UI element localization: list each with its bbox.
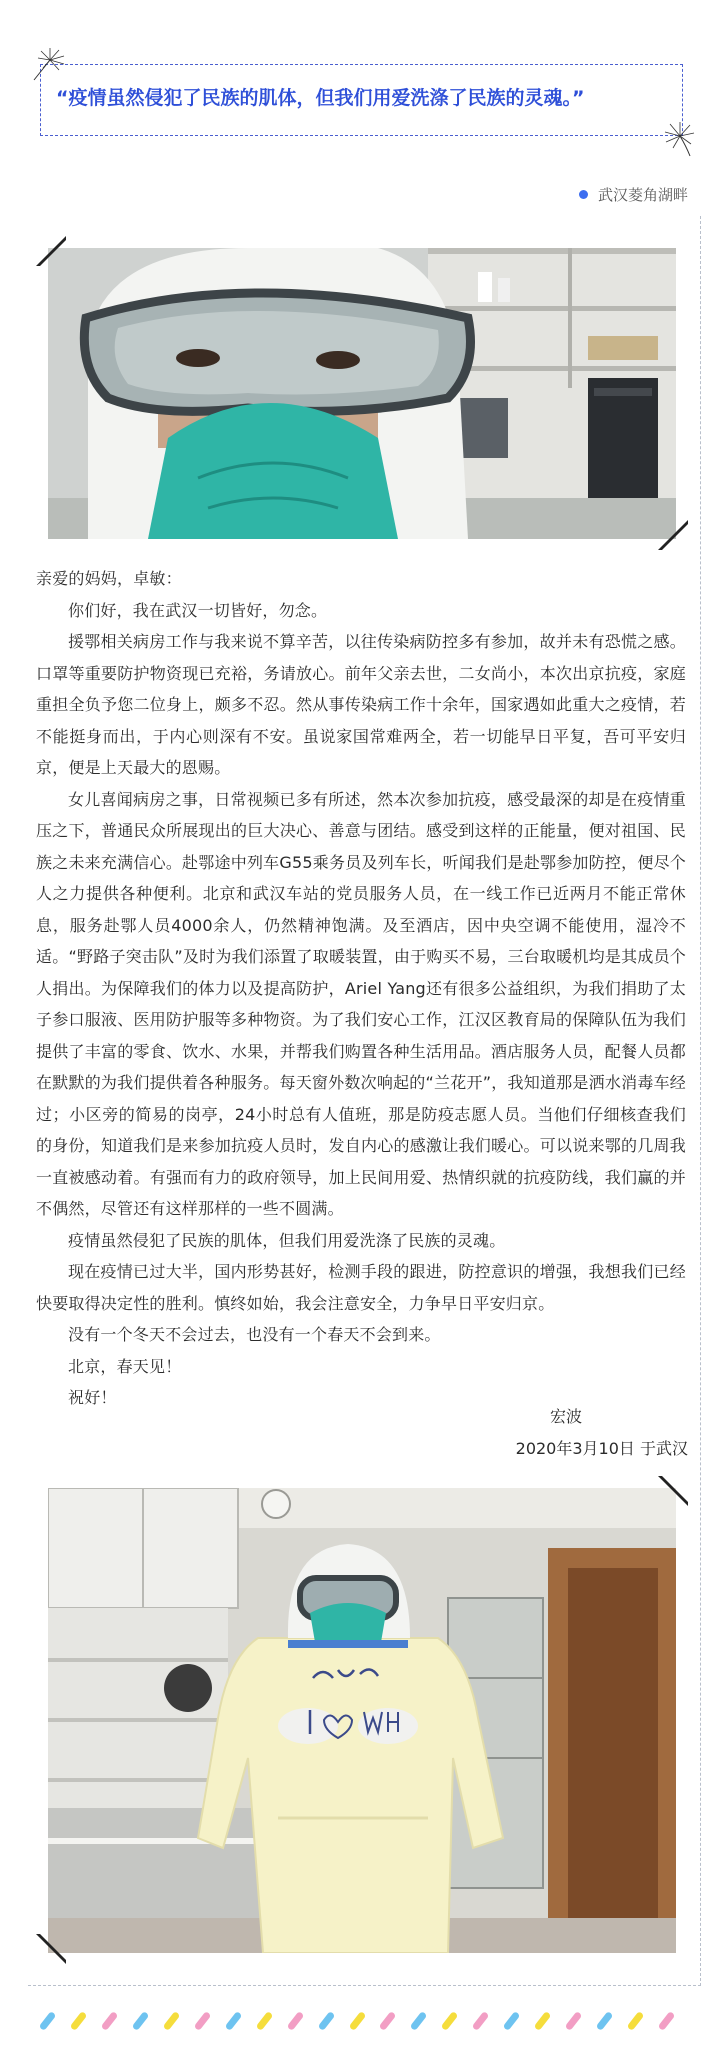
photo-goggles-selfie <box>48 248 676 539</box>
decor-stroke <box>627 2011 645 2031</box>
header-quote: “疫情虽然侵犯了民族的肌体，但我们用爱洗涤了民族的灵魂。” <box>56 87 585 109</box>
letter-body <box>36 563 686 1414</box>
location-label: 武汉菱角湖畔 <box>597 186 688 204</box>
photo-corner-icon <box>658 520 688 550</box>
photo-corner-icon <box>658 1476 688 1506</box>
letter-paragraph: 祝好！ <box>68 1388 117 1407</box>
decor-stroke <box>224 2011 242 2031</box>
photo-corner-icon <box>36 1934 66 1964</box>
decorative-strokes <box>36 2007 686 2031</box>
letter-paragraph: 援鄂相关病房工作与我来说不算辛苦，以往传染病防控多有参加，故并未有恐慌之感。口罩等重要防护物资现已充裕，务请放心。前年父亲去世，二女尚小，本次出京抗疫，家庭重担全负予您二位身上，颇多不忍。然从事传染病工作十余年，国家遇如此重大之疫情，若不能挺身而出，于内心则深有不安。虽说家国常难两全，若一切能早日平复，吾可平安归京，便是上天最大的恩赐。 <box>36 632 686 777</box>
photo-corner-icon <box>36 236 66 266</box>
letter-paragraph: 女儿喜闻病房之事，日常视频已多有所述，然本次参加抗疫，感受最深的却是在疫情重压之下，普通民众所展现出的巨大决心、善意与团结。感受到这样的正能量，便对祖国、民族之未来充满信心。赴鄂途中列车G55乘务员及列车长，听闻我们是赴鄂参加防控，便尽个人之力提供各种便利。北京和武汉车站的党员服务人员，在一线工作已近两月不能正常休息，服务赴鄂人员4000余人，仍然精神饱满。及至酒店，因中央空调不能使用，湿冷不适。“野路子突击队”及时为我们添置了取暖装置，由于购买不易，三台取暖机均是其成员个人捐出。为保障我们的体力以及提高防护，Ariel Yang还有很多公益组织，为我们捐助了太子参口服液、医用防护服等多种物资。为了我们安心工作，江汉区教育局的保障队伍为我们提供了丰富的零食、饮水、水果，并帮我们购置各种生活用品。酒店服务人员，配餐人员都在默默的为我们提供着各种服务。每天窗外数次响起的“兰花开”，我知道那是洒水消毒车经过；小区旁的简易的岗亭，24小时总有人值班，那是防疫志愿人员。当他们仔细核查我们的身份，知道我们是来参加抗疫人员时，发自内心的感激让我们暖心。可以说来鄂的几周我一直被感动着。有强而有力的政府领导，加上民间用爱、热情织就的抗疫防线，我们赢的并不偶然，尽管还有这样那样的一些不圆满。 <box>36 789 686 1218</box>
decor-stroke <box>534 2011 552 2031</box>
letter-paragraph: 北京，春天见！ <box>68 1356 182 1376</box>
decor-stroke <box>472 2011 490 2031</box>
decor-stroke <box>255 2011 273 2031</box>
letter-paragraph: 没有一个冬天不会过去，也没有一个春天不会到来。 <box>68 1325 441 1344</box>
decor-stroke <box>286 2011 304 2031</box>
location-tag <box>579 183 688 207</box>
decor-stroke <box>596 2011 614 2031</box>
letter-paragraph: 你们好，我在武汉一切皆好，勿念。 <box>68 600 328 620</box>
decor-stroke <box>379 2011 397 2031</box>
decor-stroke <box>39 2011 57 2031</box>
letter-date: 2020年3月10日 于武汉 <box>515 1439 688 1458</box>
decor-stroke <box>162 2011 180 2031</box>
letter-paragraph: 现在疫情已过大半，国内形势甚好，检测手段的跟进，防控意识的增强，我想我们已经快要取得决定性的胜利。慎终如始，我会注意安全，力争早日平安归京。 <box>36 1262 686 1313</box>
decor-stroke <box>317 2011 335 2031</box>
letter-salutation: 亲爱的妈妈，卓敏： <box>36 569 182 588</box>
decor-stroke <box>565 2011 583 2031</box>
photo-protective-suit <box>48 1488 676 1953</box>
decor-stroke <box>503 2011 521 2031</box>
location-dot-icon <box>579 190 588 199</box>
decor-stroke <box>410 2011 428 2031</box>
decor-stroke <box>193 2011 211 2031</box>
decor-stroke <box>441 2011 459 2031</box>
dandelion-icon <box>26 46 68 82</box>
decor-stroke <box>658 2011 676 2031</box>
decor-stroke <box>348 2011 366 2031</box>
decor-stroke <box>70 2011 88 2031</box>
dandelion-icon <box>660 118 704 158</box>
letter-signature: 宏波 <box>549 1407 582 1426</box>
dashed-frame-bottom <box>28 1985 701 1986</box>
letter-paragraph: 疫情虽然侵犯了民族的肌体，但我们用爱洗涤了民族的灵魂。 <box>68 1230 506 1250</box>
dashed-frame-right <box>700 216 701 1986</box>
decor-stroke <box>100 2011 118 2031</box>
decor-stroke <box>131 2011 149 2031</box>
